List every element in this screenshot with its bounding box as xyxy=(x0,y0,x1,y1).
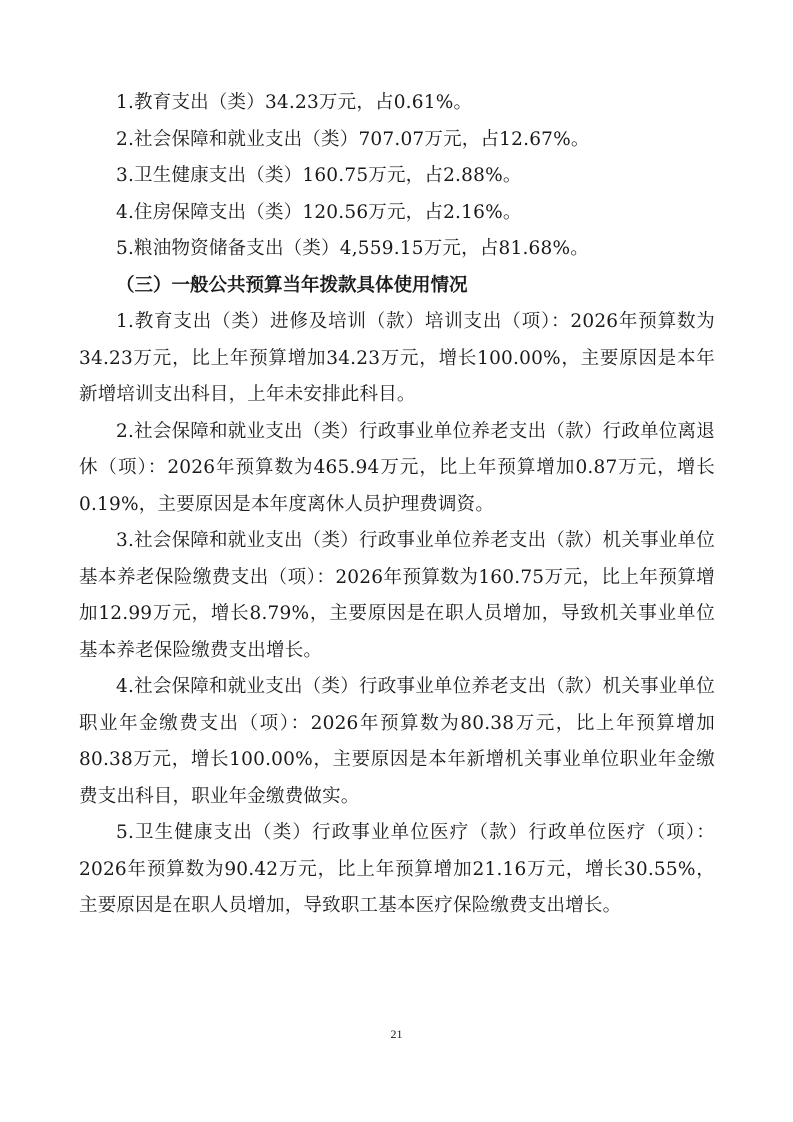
summary-item-housing: 4.住房保障支出（类）120.56万元，占2.16%。 xyxy=(116,201,522,223)
section-heading: （三）一般公共预算当年拨款具体使用情况 xyxy=(116,274,468,296)
detail-paragraph-medical: 5.卫生健康支出（类）行政事业单位医疗（款）行政单位医疗（项）：2026年预算数为90.42万元，比上年预算增加21.16万元，增长30.55%，主要原因是在职人员增加，导致职工基本医疗保险缴费支出增长。 xyxy=(79,822,715,916)
summary-item-education: 1.教育支出（类）34.23万元，占0.61%。 xyxy=(116,92,473,113)
detail-paragraph-retirement: 2.社会保障和就业支出（类）行政事业单位养老支出（款）行政单位离退休（项）：2026年预算数为465.94万元，比上年预算增加0.87万元，增长0.19%，主要原因是本年度离休人员护理费调资。 xyxy=(79,420,715,515)
summary-item-social-security: 2.社会保障和就业支出（类）707.07万元，占12.67%。 xyxy=(116,128,590,150)
detail-paragraph-basic-pension: 3.社会保障和就业支出（类）行政事业单位养老支出（款）机关事业单位基本养老保险缴费支出（项）：2026年预算数为160.75万元，比上年预算增加12.99万元，增长8.79%，主要原因是在职人员增加，导致机关事业单位基本养老保险缴费支出增长。 xyxy=(79,530,715,661)
detail-paragraph-occupational-annuity: 4.社会保障和就业支出（类）行政事业单位养老支出（款）机关事业单位职业年金缴费支出（项）：2026年预算数为80.38万元，比上年预算增加80.38万元，增长100.00%，主要原因是本年新增机关事业单位职业年金缴费支出科目，职业年金缴费做实。 xyxy=(79,676,715,807)
page-number: 21 xyxy=(390,1027,403,1041)
summary-item-health: 3.卫生健康支出（类）160.75万元，占2.88%。 xyxy=(116,165,522,186)
summary-item-grain-reserve: 5.粮油物资储备支出（类）4,559.15万元，占81.68%。 xyxy=(116,238,589,259)
page-body xyxy=(79,85,715,925)
detail-paragraph-education-training: 1.教育支出（类）进修及培训（款）培训支出（项）：2026年预算数为34.23万元，比上年预算增加34.23万元，增长100.00%，主要原因是本年新增培训支出科目，上年未安排此科目。 xyxy=(79,311,715,405)
